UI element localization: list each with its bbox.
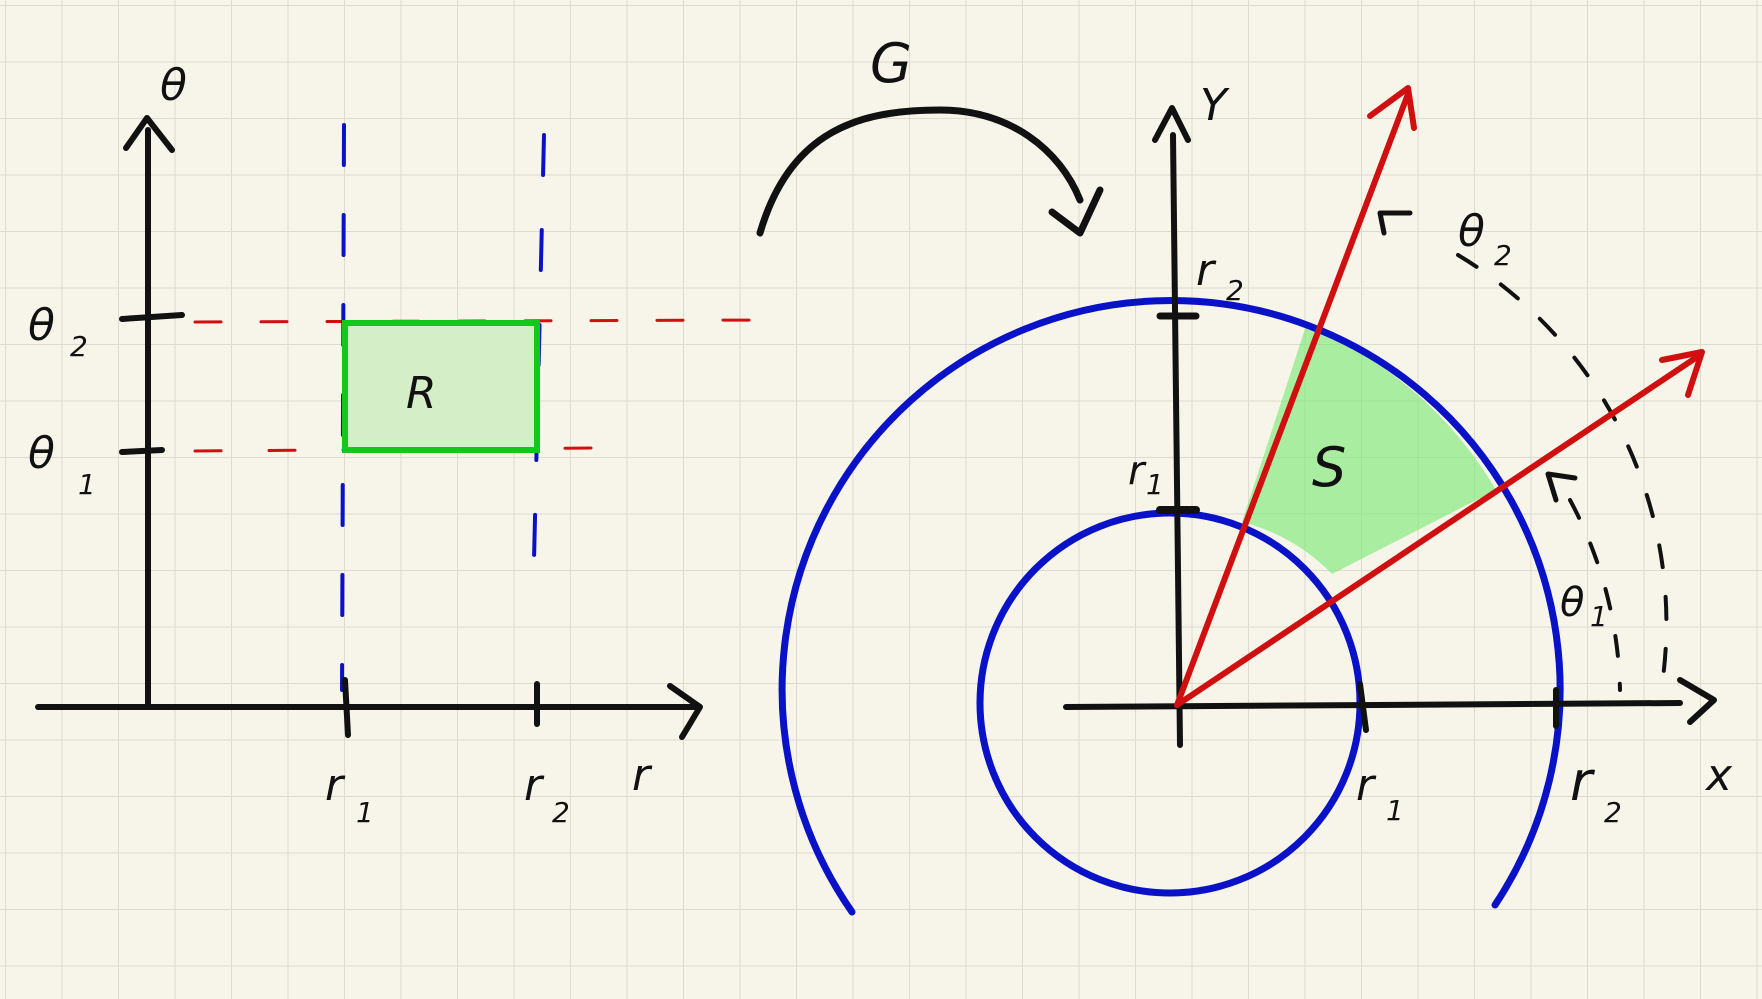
theta-upper-sub: 2 [70,330,88,363]
r-outer-x-label: r [1570,750,1593,813]
angle-lower-label: θ [1560,580,1585,626]
r-outer-label: r [524,760,543,811]
transform-label: G [870,32,912,95]
y-axis-label: Y [1200,80,1227,131]
r-outer-sub: 2 [552,796,570,829]
r-outer-x-sub: 2 [1604,796,1622,829]
theta-axis-label: θ [160,60,187,111]
region-r-rectangle [345,323,537,450]
angle-lower-sub: 1 [1590,600,1608,633]
r-inner-y-sub: 1 [1146,468,1164,501]
angle-upper-label: θ [1458,206,1485,257]
r-inner-label: r [325,760,344,811]
r-inner-x-sub: 1 [1386,794,1404,827]
region-s-label: S [1312,436,1347,499]
r-outer-y-label: r [1196,245,1215,296]
region-r-label: R [406,368,437,419]
theta-lower-tick [122,450,162,452]
theta-lower-label: θ [28,428,55,479]
theta-upper-label: θ [28,300,55,351]
r-inner-x-label: r [1356,760,1375,811]
x-axis-label: x [1706,750,1733,801]
r-inner-sub: 1 [356,796,374,829]
x-axis [1066,703,1680,707]
r-outer-y-sub: 2 [1226,274,1244,307]
theta-lower-sub: 1 [78,468,96,501]
r-inner-y-label: r [1128,448,1145,494]
r-inner-tick [345,680,348,735]
theta-upper-tick [122,315,182,319]
angle-upper-sub: 2 [1494,239,1512,272]
r-axis-label: r [632,750,651,801]
